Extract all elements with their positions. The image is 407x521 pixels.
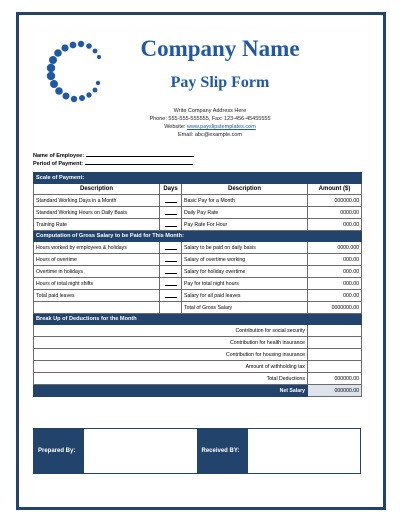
days-input[interactable]: [160, 219, 182, 231]
days-input[interactable]: [160, 290, 182, 302]
employee-name-field[interactable]: [33, 151, 194, 159]
days-input[interactable]: [160, 242, 182, 254]
col-description-2: Description: [182, 184, 308, 195]
gross-total-label: Total of Gross Salary: [182, 302, 308, 314]
deductions-section-title: Break Up of Deductions for the Month: [34, 314, 362, 325]
total-deductions-label: Total Deductions: [34, 373, 308, 385]
amount-cell[interactable]: [308, 325, 362, 337]
days-input[interactable]: [160, 266, 182, 278]
prepared-by-field[interactable]: [84, 429, 198, 473]
payment-period-field[interactable]: [33, 159, 193, 167]
amount-cell[interactable]: 000.00: [308, 278, 362, 290]
gross-section-title: Computation of Gross Salary to be Paid for This Month:: [34, 231, 362, 242]
row-label: Total paid leaves: [34, 290, 160, 302]
company-logo-icon: [45, 38, 103, 104]
gross-total-row: [34, 302, 362, 314]
pay-slip-table: [33, 172, 362, 397]
table-row: [34, 337, 362, 349]
employee-name-label: Name of Employee:: [33, 153, 85, 159]
company-website-line: [90, 124, 330, 131]
received-by-label: Received BY:: [198, 429, 248, 473]
amount-cell[interactable]: [308, 349, 362, 361]
table-row: [34, 290, 362, 302]
net-salary-amount[interactable]: 000000.00: [308, 385, 362, 397]
table-row: [34, 207, 362, 219]
row-label: Hours worked by employees & holidays: [34, 242, 160, 254]
col-days: Days: [160, 184, 182, 195]
row-label: Standard Working Hours on Daily Basis: [34, 207, 160, 219]
row-label: Salary for holiday overtime: [182, 266, 308, 278]
amount-cell[interactable]: 0000.000: [308, 242, 362, 254]
amount-cell[interactable]: 000.00: [308, 254, 362, 266]
website-link[interactable]: www.payslipstemplates.com: [187, 124, 256, 130]
row-label: Hours of total night shifts: [34, 278, 160, 290]
received-by-field[interactable]: [248, 429, 361, 473]
table-row: [34, 361, 362, 373]
table-row: [34, 325, 362, 337]
signature-section: [33, 428, 361, 474]
amount-cell[interactable]: [308, 361, 362, 373]
row-label: Daily Pay Rate: [182, 207, 308, 219]
deduction-label: Contribution for housing insurance: [34, 349, 308, 361]
days-input[interactable]: [160, 207, 182, 219]
scale-section-title: Scale of Payment:: [34, 173, 362, 184]
row-label: Standard Working Days in a Month: [34, 195, 160, 207]
row-label: Salary of overtime working: [182, 254, 308, 266]
company-address: Write Company Address Here: [173, 108, 247, 114]
table-row: [34, 266, 362, 278]
company-name: Company Name: [140, 36, 300, 61]
prepared-by-label: Prepared By:: [34, 429, 84, 473]
row-label: Hours of overtime: [34, 254, 160, 266]
amount-cell[interactable]: [308, 337, 362, 349]
net-salary-row: [34, 385, 362, 397]
company-email: Email: abc@example.com: [178, 132, 242, 138]
row-label: Overtime in holidays: [34, 266, 160, 278]
days-input[interactable]: [160, 254, 182, 266]
row-label: Training Rate: [34, 219, 160, 231]
row-label: Salary to be paid on daily basis: [182, 242, 308, 254]
row-label: Basic Pay for a Month: [182, 195, 308, 207]
days-input[interactable]: [160, 278, 182, 290]
payment-period-label: Period of Payment:: [33, 161, 84, 167]
total-deductions-amount[interactable]: 000000.00: [308, 373, 362, 385]
days-input[interactable]: [160, 195, 182, 207]
table-row: [34, 195, 362, 207]
table-row: [34, 373, 362, 385]
net-salary-label: Net Salary: [34, 385, 308, 397]
table-row: [34, 219, 362, 231]
table-row: [34, 278, 362, 290]
gross-total-amount[interactable]: 0000000.00: [308, 302, 362, 314]
deduction-label: Contribution for social security: [34, 325, 308, 337]
table-row: [34, 242, 362, 254]
table-row: [34, 349, 362, 361]
amount-cell[interactable]: 000000.00: [308, 195, 362, 207]
row-label: Pay Rate For Hour: [182, 219, 308, 231]
amount-cell[interactable]: 000.00: [308, 266, 362, 278]
amount-cell[interactable]: 0000.00: [308, 207, 362, 219]
row-label: Salary for all paid leaves: [182, 290, 308, 302]
amount-cell[interactable]: 000.00: [308, 290, 362, 302]
website-label: Website:: [164, 124, 186, 130]
col-description: Description: [34, 184, 160, 195]
company-phone-fax: Phone: 555-555-555555, Fax: 123-456-45455555: [149, 116, 271, 122]
col-amount: Amount ($): [308, 184, 362, 195]
row-label: Pay for total night hours: [182, 278, 308, 290]
deduction-label: Contribution for health insurance: [34, 337, 308, 349]
deduction-label: Amount of withholding tax: [34, 361, 308, 373]
table-row: [34, 254, 362, 266]
form-title: Pay Slip Form: [170, 74, 270, 91]
amount-cell[interactable]: 000.00: [308, 219, 362, 231]
